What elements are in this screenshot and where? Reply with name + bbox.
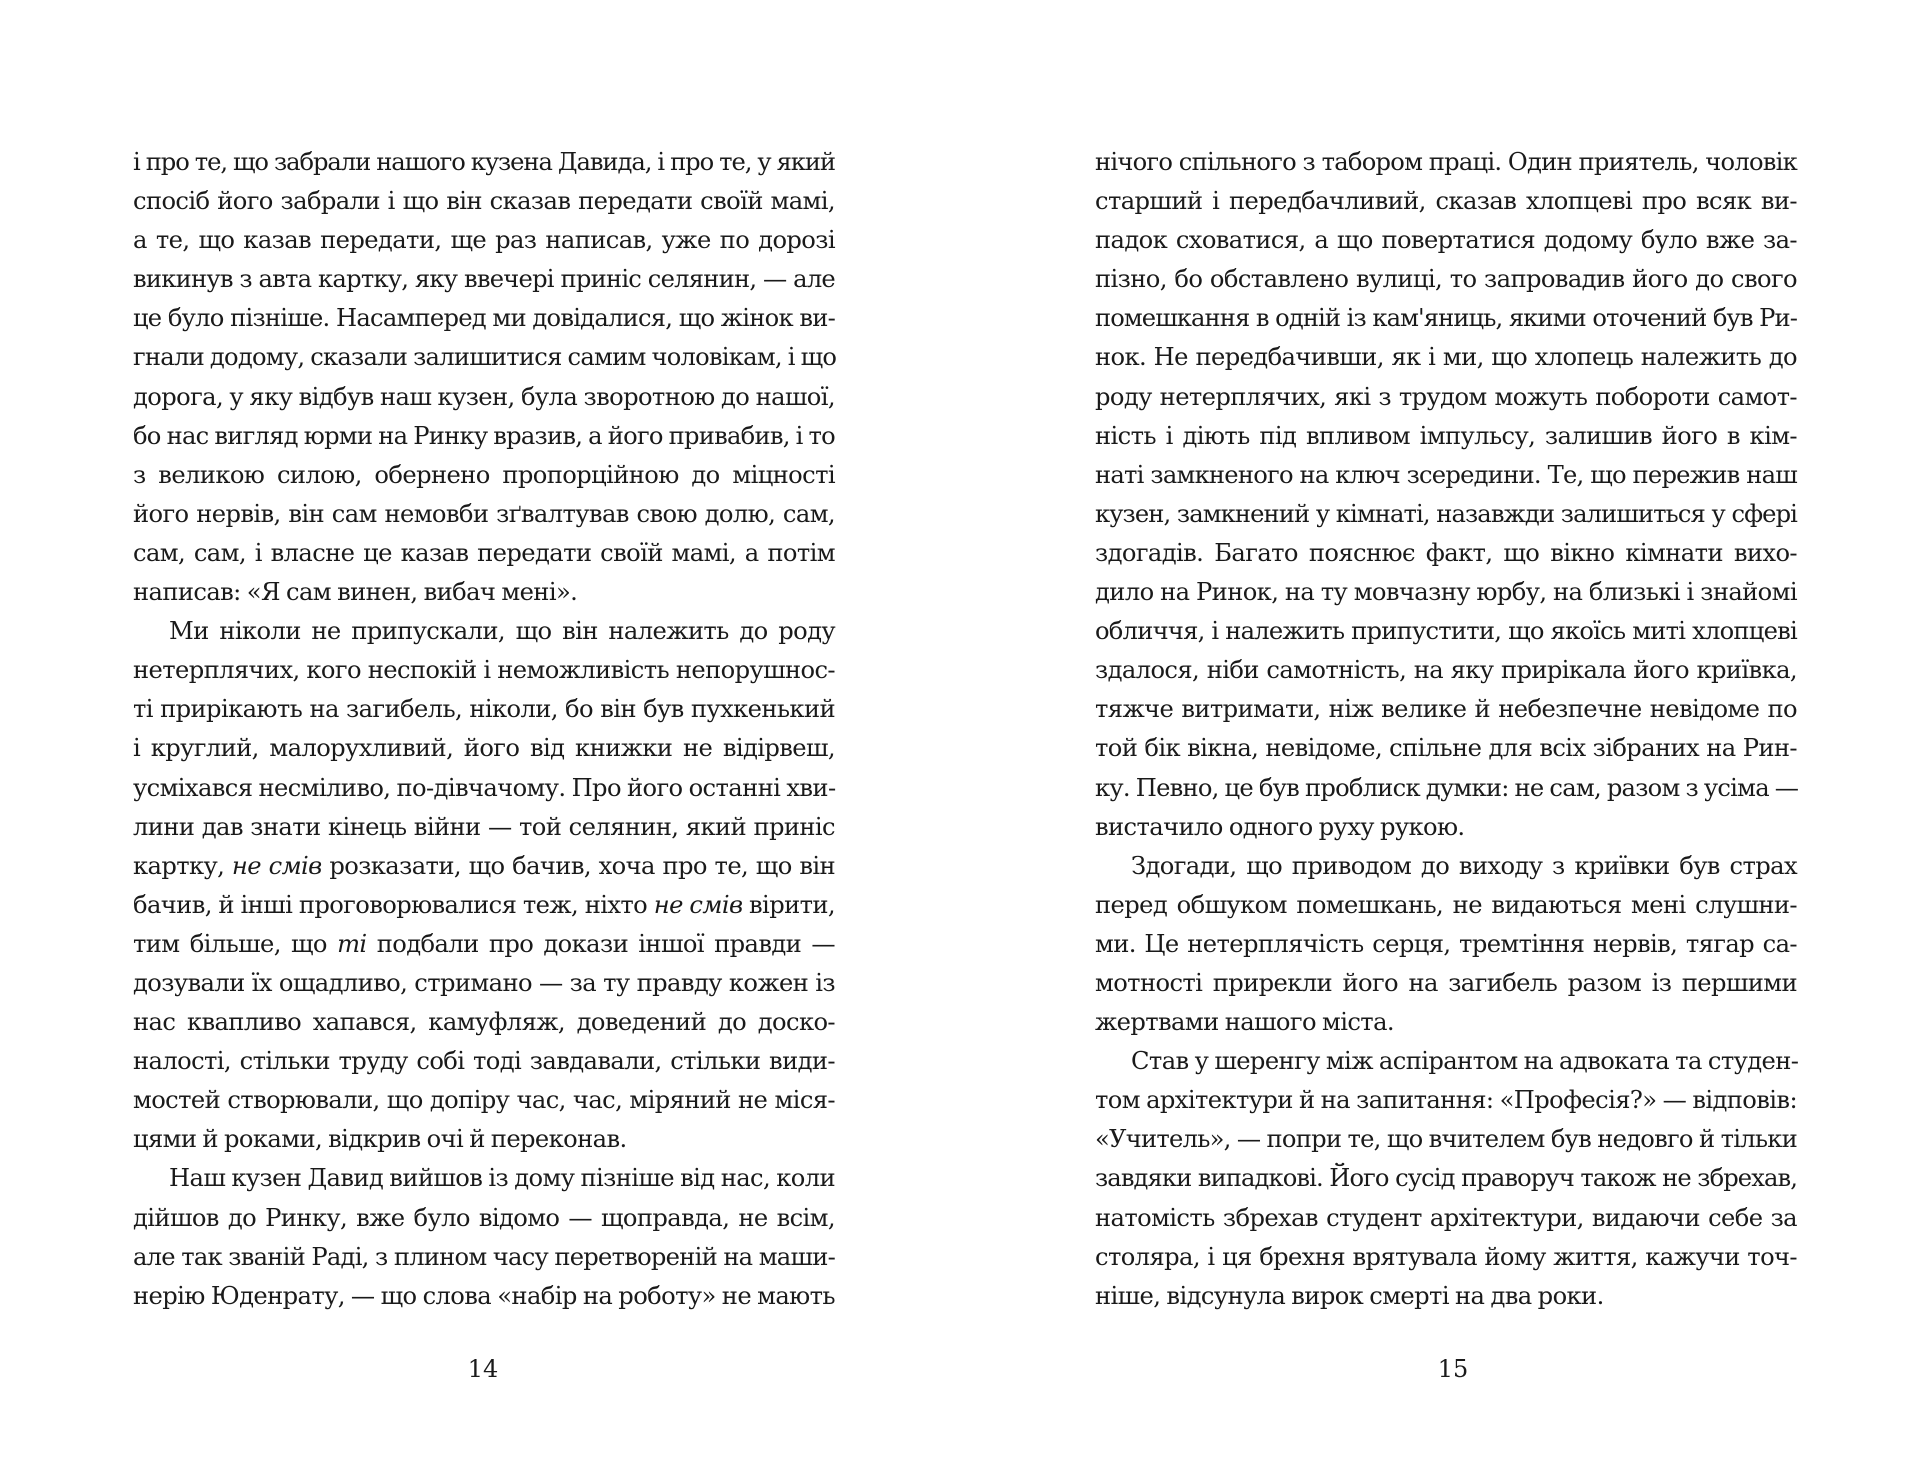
text-line: нерію Юденрату, — що слова «набір на роботу» не мають bbox=[133, 1281, 835, 1310]
text-line: це було пізніше. Насамперед ми довідалися, що жінок ви- bbox=[133, 304, 835, 333]
text-line: столяра, і ця брехня врятувала йому життя, кажучи точ- bbox=[1095, 1242, 1797, 1271]
line-segment: картку, bbox=[133, 851, 232, 880]
text-line: спосіб його забрали і що він сказав передати своїй мамі, bbox=[133, 187, 835, 216]
text-line: натомість збрехав студент архітектури, видаючи себе за bbox=[1095, 1203, 1797, 1232]
text-line: ність і діють під впливом імпульсу, залишив його в кім- bbox=[1095, 421, 1797, 450]
text-line: наті замкненого на ключ зсередини. Те, що пережив наш bbox=[1095, 460, 1797, 489]
text-line: Здогади, що приводом до виходу з криївки був страх bbox=[1131, 851, 1797, 880]
text-line: нок. Не передбачивши, як і ми, що хлопець належить до bbox=[1095, 343, 1797, 372]
text-line: тяжче витримати, ніж велике й небезпечне невідоме по bbox=[1095, 695, 1797, 724]
text-line: помешкання в одній із кам'яниць, якими оточений був Ри- bbox=[1095, 304, 1797, 333]
italic-phrase: не смів bbox=[231, 851, 322, 880]
text-line: вистачило одного руху рукою. bbox=[1095, 812, 1465, 841]
text-line: дійшов до Ринку, вже було відомо — щоправда, не всім, bbox=[133, 1203, 835, 1232]
text-line bbox=[133, 925, 835, 964]
text-line: усміхався несміливо, по-дівчачому. Про його останні хви- bbox=[133, 773, 836, 802]
text-line: нас квапливо хапався, камуфляж, доведений до доско- bbox=[133, 1008, 835, 1037]
text-line: дорога, у яку відбув наш кузен, була зворотною до нашої, bbox=[133, 382, 835, 411]
text-line: здалося, ніби самотність, на яку прирікала його криївка, bbox=[1095, 656, 1797, 685]
text-line bbox=[133, 886, 835, 925]
text-line: нічого спільного з табором праці. Один приятель, чоловік bbox=[1095, 148, 1797, 176]
italic-phrase: ті bbox=[337, 929, 367, 958]
text-line: мостей створювали, що допіру час, час, міряний не міся- bbox=[133, 1086, 835, 1115]
text-line: сам, сам, і власне це казав передати своїй мамі, а потім bbox=[133, 538, 835, 567]
text-line: цями й роками, відкрив очі й переконав. bbox=[133, 1125, 627, 1154]
text-line: жертвами нашого міста. bbox=[1095, 1008, 1394, 1037]
text-line: налості, стільки труду собі тоді завдавали, стільки види- bbox=[133, 1047, 835, 1076]
text-line: бо нас вигляд юрми на Ринку вразив, а його привабив, і то bbox=[133, 421, 835, 450]
text-line: ку. Певно, це був проблиск думки: не сам, разом з усіма — bbox=[1095, 773, 1799, 802]
text-line: роду нетерплячих, які з трудом можуть побороти самот- bbox=[1095, 382, 1797, 411]
line-segment: вірити, bbox=[742, 890, 835, 919]
line-segment: тим більше, що bbox=[133, 929, 338, 958]
text-line: старший і передбачливий, сказав хлопцеві про всяк ви- bbox=[1095, 187, 1797, 216]
text-line: і про те, що забрали нашого кузена Давида, і про те, у який bbox=[133, 148, 835, 176]
text-line: але так званій Раді, з плином часу перетвореній на маши- bbox=[133, 1242, 835, 1271]
text-line: перед обшуком помешкань, не видаються мені слушни- bbox=[1095, 890, 1797, 919]
text-line: його нервів, він сам немовби зґвалтував свою долю, сам, bbox=[133, 499, 835, 528]
text-line: Став у шеренгу між аспірантом на адвоката та студен- bbox=[1131, 1047, 1799, 1076]
text-line: ніше, відсунула вирок смерті на два роки. bbox=[1095, 1281, 1604, 1310]
text-line: лини дав знати кінець війни — той селянин, який приніс bbox=[133, 812, 835, 841]
text-line bbox=[133, 847, 835, 886]
text-line: том архітектури й на запитання: «Професія?» — відповів: bbox=[1095, 1086, 1797, 1115]
text-line: здогадів. Багато пояснює факт, що вікно кімнати вихо- bbox=[1095, 538, 1797, 567]
text-line: обличчя, і належить припустити, що якоїсь миті хлопцеві bbox=[1095, 617, 1797, 646]
right-page-text bbox=[1095, 143, 1797, 1316]
text-line: кузен, замкнений у кімнаті, назавжди залишиться у сфері bbox=[1095, 499, 1797, 528]
text-line: мотності прирекли його на загибель разом із першими bbox=[1095, 968, 1797, 997]
page-number-right: 15 bbox=[1437, 1355, 1469, 1383]
line-segment: розказати, що бачив, хоча про те, що він bbox=[321, 851, 836, 880]
text-line: дозували їх ощадливо, стримано — за ту правду кожен із bbox=[133, 968, 835, 997]
text-line: викинув з авта картку, яку ввечері приніс селянин, — але bbox=[133, 265, 835, 294]
text-line: падок сховатися, а що повертатися додому було вже за- bbox=[1095, 226, 1797, 255]
text-line: ті прирікають на загибель, ніколи, бо він був пухкенький bbox=[133, 695, 835, 724]
text-line: Наш кузен Давид вийшов із дому пізніше від нас, коли bbox=[169, 1164, 835, 1193]
text-line: пізно, бо обставлено вулиці, то запровадив його до свого bbox=[1095, 265, 1797, 294]
text-line: нетерплячих, кого неспокій і неможливість непорушнос- bbox=[133, 656, 835, 685]
text-line: а те, що казав передати, ще раз написав, уже по дорозі bbox=[133, 226, 835, 255]
text-line: гнали додому, сказали залишитися самим чоловікам, і що bbox=[133, 343, 837, 372]
text-line: завдяки випадкові. Його сусід праворуч також не збрехав, bbox=[1095, 1164, 1797, 1193]
right-page bbox=[960, 0, 1920, 1477]
text-line: дило на Ринок, на ту мовчазну юрбу, на близькі і знайомі bbox=[1095, 578, 1797, 607]
text-line: Ми ніколи не припускали, що він належить до роду bbox=[169, 617, 835, 646]
text-line: написав: «Я сам винен, вибач мені». bbox=[133, 578, 578, 607]
line-segment: бачив, й інші проговорювалися теж, ніхто bbox=[133, 890, 654, 919]
line-segment: подбали про докази іншої правди — bbox=[366, 929, 835, 958]
italic-phrase: не смів bbox=[653, 890, 743, 919]
text-line: «Учитель», — попри те, що вчителем був недовго й тільки bbox=[1095, 1125, 1797, 1154]
text-line: і круглий, малорухливий, його від книжки не відірвеш, bbox=[133, 734, 835, 763]
text-line: той бік вікна, невідоме, спільне для всіх зібраних на Рин- bbox=[1095, 734, 1797, 763]
text-line: з великою силою, обернено пропорційною до міцності bbox=[133, 460, 835, 489]
text-line: ми. Це нетерплячість серця, тремтіння нервів, тягар са- bbox=[1095, 929, 1797, 958]
left-page-text bbox=[133, 143, 835, 1316]
page-number-left: 14 bbox=[467, 1355, 499, 1383]
